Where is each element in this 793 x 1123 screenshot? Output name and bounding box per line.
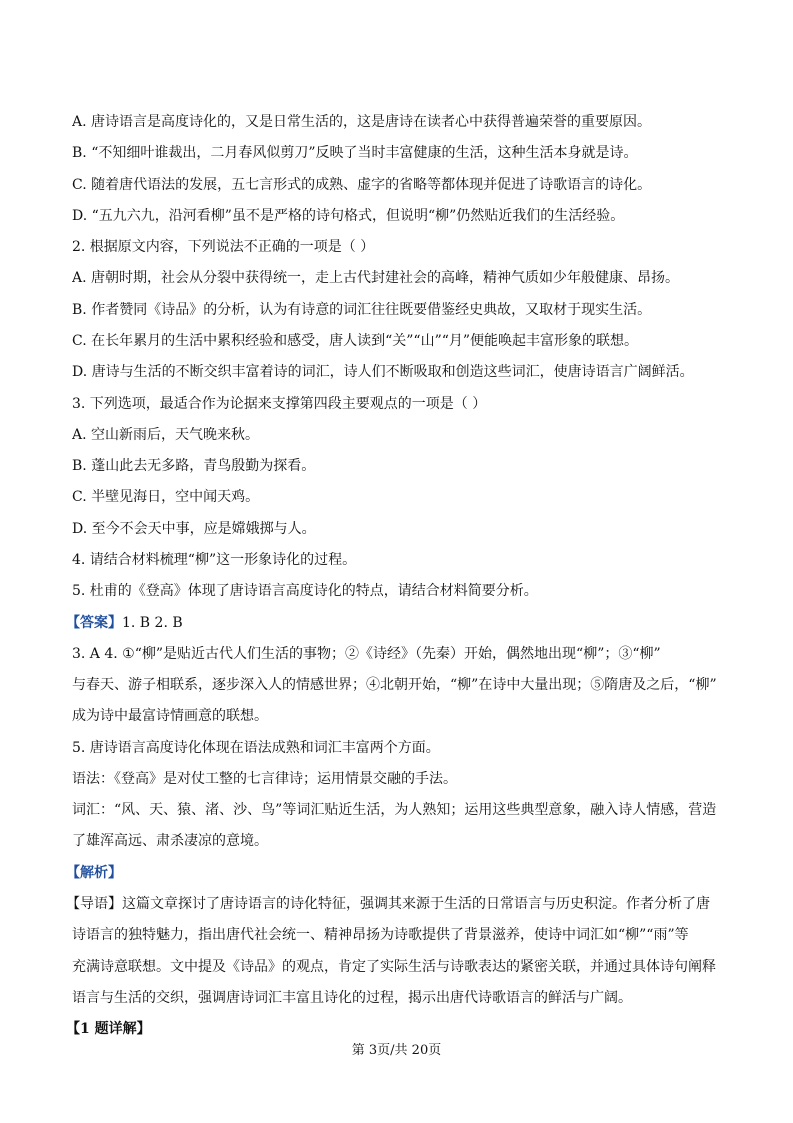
q2-option-d: D. 唐诗与生活的不断交织丰富着诗的词汇，诗人们不断吸取和创造这些词汇，使唐诗语言广阔鲜活。: [72, 364, 694, 380]
question-3: 3. 下列选项，最适合作为论据来支撑第四段主要观点的一项是（ ）: [72, 396, 487, 412]
guide-text-4: 语言与生活的交织，强调唐诗词汇丰富且诗化的过程，揭示出唐代诗歌语言的鲜活与广阔。: [72, 990, 632, 1006]
guide-tag: 【导语】: [66, 896, 122, 912]
answer-text-1: 3. A 4. ①“柳”是贴近古代人们生活的事物；②《诗经》（先秦）开始，偶然地出现“柳”；③“柳”: [72, 646, 661, 662]
analysis-tag: 【解析】: [66, 865, 122, 881]
guide-text-3: 充满诗意联想。文中提及《诗品》的观点，肯定了实际生活与诗歌表达的紧密关联，并通过具体诗句阐释: [72, 959, 716, 975]
guide-line-1: [66, 894, 726, 914]
guide-text-1: 这篇文章探讨了唐诗语言的诗化特征，强调其来源于生活的日常语言与历史积淀。作者分析了唐: [122, 896, 710, 912]
page-footer: 第 3页/共 20页: [351, 1043, 442, 1058]
answer-text-6: 词汇：“风、天、猿、渚、沙、鸟”等词汇贴近生活，为人熟知；运用这些典型意象，融入诗人情感，营造: [72, 802, 717, 818]
question-5: 5. 杜甫的《登高》体现了唐诗语言高度诗化的特点，请结合材料简要分析。: [72, 583, 538, 599]
guide-text-2: 诗语言的独特魅力，指出唐代社会统一、精神昂扬为诗歌提供了背景滋养，使诗中词汇如“柳”“雨”等: [72, 927, 689, 943]
answer-text-7: 了雄浑高远、肃杀凄凉的意境。: [72, 833, 268, 849]
q3-option-a: A. 空山新雨后，天气晚来秋。: [72, 427, 260, 443]
q2-option-c: C. 在长年累月的生活中累积经验和感受，唐人读到“关”“山”“月”便能唤起丰富形象的联想。: [72, 333, 639, 349]
answer-text-4: 5. 唐诗语言高度诗化体现在语法成熟和词汇丰富两个方面。: [72, 740, 440, 756]
q1-option-c: C. 随着唐代语法的发展，五七言形式的成熟、虚字的省略等都体现并促进了诗歌语言的诗化。: [72, 177, 652, 193]
answer-text-2: 与春天、游子相联系，逐步深入人的情感世界；④北朝开始，“柳”在诗中大量出现；⑤隋唐及之后，“柳”: [72, 677, 717, 693]
answer-text-3: 成为诗中最富诗情画意的联想。: [72, 708, 268, 724]
q3-option-b: B. 蓬山此去无多路，青鸟殷勤为探看。: [72, 458, 316, 474]
q1-option-d: D. “五九六九，沿河看柳”虽不是严格的诗句格式，但说明“柳”仍然贴近我们的生活经验。: [72, 208, 625, 224]
answer-text-5: 语法：《登高》是对仗工整的七言律诗；运用情景交融的手法。: [72, 771, 457, 787]
q1-option-a: A. 唐诗语言是高度诗化的，又是日常生活的，这是唐诗在读者心中获得普遍荣誉的重要原因。: [72, 114, 652, 130]
q2-option-a: A. 唐朝时期，社会从分裂中获得统一，走上古代封建社会的高峰，精神气质如少年般健康、昂扬。: [72, 270, 680, 286]
q2-option-b: B. 作者赞同《诗品》的分析，认为有诗意的词汇往往既要借鉴经史典故，又取材于现实生活。: [72, 302, 652, 318]
analysis-heading: [66, 863, 726, 883]
question-4: 4. 请结合材料梳理“柳”这一形象诗化的过程。: [72, 552, 357, 568]
answer-tag: 【答案】: [66, 615, 122, 631]
detail-heading: 【1 题详解】: [66, 1021, 151, 1037]
q3-option-c: C. 半壁见海日，空中闻天鸡。: [72, 489, 260, 505]
q3-option-d: D. 至今不会天中事，应是嫦娥掷与人。: [72, 521, 316, 537]
answer-line: [66, 613, 726, 633]
q1-option-b: B. “不知细叶谁裁出，二月春风似剪刀”反映了当时丰富健康的生活，这种生活本身就是诗。: [72, 145, 638, 161]
answer-first: 1. B 2. B: [122, 615, 183, 631]
question-2: 2. 根据原文内容，下列说法不正确的一项是（ ）: [72, 239, 375, 255]
